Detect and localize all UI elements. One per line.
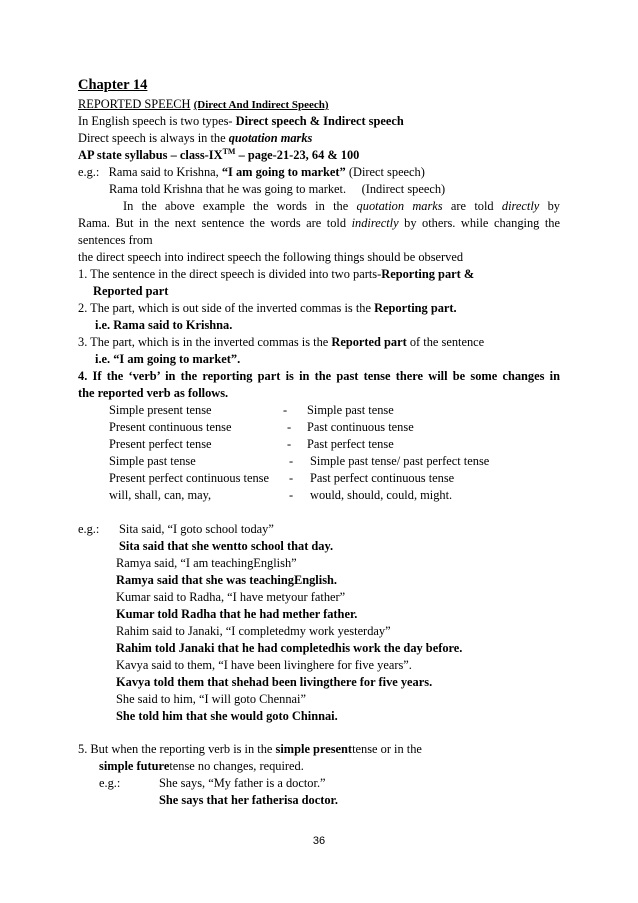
tense-dash: - bbox=[289, 471, 294, 485]
point-1 bbox=[78, 267, 474, 281]
syllabus-pages: – page-21-23, 64 & 100 bbox=[235, 148, 360, 162]
tense-from: Present perfect continuous tense bbox=[109, 471, 269, 485]
point-text: 2. The part, which is out side of the inverted commas is the bbox=[78, 301, 375, 315]
example-direct: She says, “My father is a doctor.” bbox=[159, 776, 326, 790]
tense-to: Past perfect tense bbox=[307, 437, 394, 451]
eg-label: e.g.: bbox=[78, 522, 100, 536]
point-text: of the sentence bbox=[406, 335, 485, 349]
para-text: by bbox=[539, 199, 560, 213]
example-indirect: Kavya told them that shehad been livingthere for five years. bbox=[116, 675, 433, 689]
heading-title: REPORTED SPEECH bbox=[78, 97, 191, 111]
eg-label: e.g.: bbox=[78, 165, 100, 179]
heading-subtitle: (Direct And Indirect Speech) bbox=[193, 99, 329, 111]
point-2 bbox=[78, 301, 457, 315]
example1-line-2 bbox=[109, 182, 445, 196]
tense-to: Past continuous tense bbox=[307, 420, 414, 434]
example-indirect: Sita said that she wentto school that day. bbox=[119, 539, 334, 553]
example1-line-1 bbox=[78, 165, 425, 179]
point-text: 5. But when the reporting verb is in the bbox=[78, 742, 276, 756]
tense-to: Simple past tense/ past perfect tense bbox=[310, 454, 490, 468]
example-direct: Sita said, “I goto school today” bbox=[119, 522, 274, 536]
para-text: Rama. But in the next sentence the words are told bbox=[78, 216, 352, 230]
point-3 bbox=[78, 335, 484, 349]
para-text: by others. while changing the bbox=[398, 216, 561, 230]
para-italic: indirectly bbox=[351, 216, 399, 230]
tense-dash: - bbox=[283, 403, 288, 417]
example1-para-1 bbox=[78, 199, 560, 213]
example1-para-3: sentences from bbox=[78, 233, 153, 247]
point-text: tense no changes, required. bbox=[169, 759, 304, 773]
point-bold: Reporting part & bbox=[381, 267, 475, 281]
para-text: are told bbox=[442, 199, 502, 213]
point-3-example: i.e. “I am going to market”. bbox=[95, 352, 241, 366]
intro-line-1 bbox=[78, 114, 404, 128]
point-text: tense or in the bbox=[352, 742, 422, 756]
syllabus-text: AP state syllabus – class-IX bbox=[78, 148, 223, 162]
point-bold: Reporting part. bbox=[374, 301, 457, 315]
tense-to: Past perfect continuous tense bbox=[310, 471, 455, 485]
tense-dash: - bbox=[287, 437, 292, 451]
tense-from: Simple past tense bbox=[109, 454, 196, 468]
point-1-cont: Reported part bbox=[93, 284, 169, 298]
chapter-title: Chapter 14 bbox=[78, 77, 148, 93]
intro-bold: Direct speech & Indirect speech bbox=[235, 114, 404, 128]
eg-label: e.g.: bbox=[99, 776, 121, 790]
para-italic: directly bbox=[501, 199, 540, 213]
syllabus-line bbox=[78, 148, 359, 162]
example-indirect: She says that her fatherisa doctor. bbox=[159, 793, 338, 807]
trademark-sup: TM bbox=[222, 147, 236, 156]
point-bold: Reported part bbox=[331, 335, 407, 349]
intro-bold-italic: quotation marks bbox=[228, 131, 313, 145]
intro-line-2 bbox=[78, 131, 312, 145]
example-indirect: Kumar told Radha that he had mether father. bbox=[116, 607, 358, 621]
page-number: 36 bbox=[312, 835, 326, 847]
example-bold: “I am going to market” bbox=[221, 165, 346, 179]
section-heading bbox=[78, 97, 329, 112]
example-direct: Kumar said to Radha, “I have metyour father” bbox=[116, 590, 346, 604]
intro-text: Direct speech is always in the bbox=[78, 131, 229, 145]
tense-dash: - bbox=[289, 488, 294, 502]
example-text: Rama said to Krishna, bbox=[108, 165, 222, 179]
example-indirect: Rahim told Janaki that he had completedhis work the day before. bbox=[116, 641, 463, 655]
tense-from: will, shall, can, may, bbox=[109, 488, 212, 502]
point-4: 4. If the ‘verb’ in the reporting part is in the past tense there will be some changes in bbox=[78, 369, 560, 383]
example-note: (Indirect speech) bbox=[361, 182, 446, 196]
example-indirect: Ramya said that she was teachingEnglish. bbox=[116, 573, 337, 587]
example-direct: Kavya said to them, “I have been livinghere for five years”. bbox=[116, 658, 412, 672]
example-text: Rama told Krishna that he was going to market. bbox=[109, 182, 347, 196]
para-italic: quotation marks bbox=[356, 199, 443, 213]
example1-para-4: the direct speech into indirect speech the following things should be observed bbox=[78, 250, 464, 264]
tense-to: would, should, could, might. bbox=[310, 488, 453, 502]
point-2-example: i.e. Rama said to Krishna. bbox=[95, 318, 233, 332]
tense-from: Present perfect tense bbox=[109, 437, 212, 451]
point-bold: simple present bbox=[275, 742, 353, 756]
point-5-cont bbox=[99, 759, 304, 773]
point-text: 1. The sentence in the direct speech is divided into two parts- bbox=[78, 267, 382, 281]
point-5 bbox=[78, 742, 422, 756]
example-direct: Rahim said to Janaki, “I completedmy work yesterday” bbox=[116, 624, 391, 638]
point-text: 3. The part, which is in the inverted commas is the bbox=[78, 335, 332, 349]
tense-dash: - bbox=[289, 454, 294, 468]
example-note: (Direct speech) bbox=[345, 165, 425, 179]
intro-text: In English speech is two types- bbox=[78, 114, 236, 128]
para-text: In the above example the words in the bbox=[123, 199, 357, 213]
example-direct: She said to him, “I will goto Chennai” bbox=[116, 692, 306, 706]
example-indirect: She told him that she would goto Chinnai. bbox=[116, 709, 338, 723]
point-4-cont: the reported verb as follows. bbox=[78, 386, 229, 400]
point-bold: simple future bbox=[99, 759, 170, 773]
example-direct: Ramya said, “I am teachingEnglish” bbox=[116, 556, 297, 570]
tense-from: Present continuous tense bbox=[109, 420, 232, 434]
tense-to: Simple past tense bbox=[307, 403, 394, 417]
tense-dash: - bbox=[287, 420, 292, 434]
tense-from: Simple present tense bbox=[109, 403, 212, 417]
example1-para-2 bbox=[78, 216, 560, 230]
